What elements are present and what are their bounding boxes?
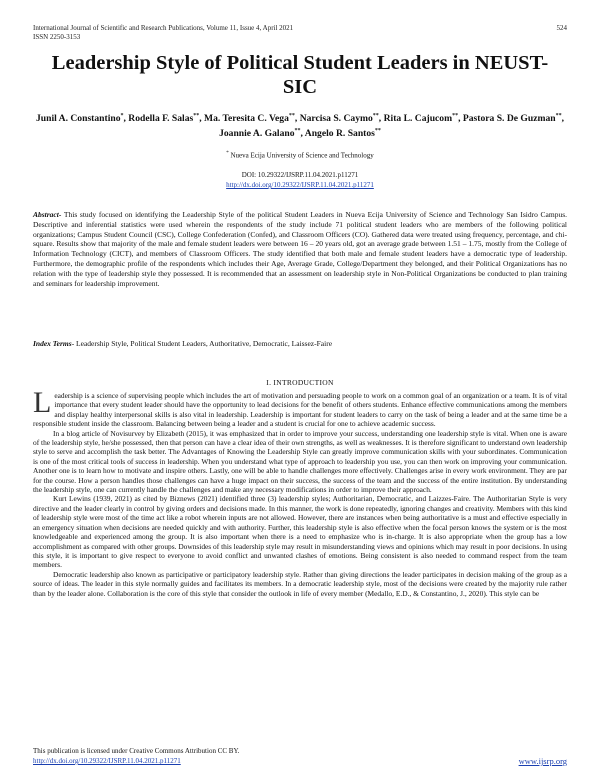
index-terms-label: Index Terms: [33, 339, 72, 348]
issn: ISSN 2250-3153: [33, 33, 81, 41]
footer-link[interactable]: http://dx.doi.org/10.29322/IJSRP.11.04.2021.p11271: [33, 757, 181, 765]
license-text: This publication is licensed under Creative Commons Attribution CC BY.: [33, 747, 240, 755]
abstract: [33, 210, 567, 288]
author: Angelo R. Santos**: [304, 128, 381, 140]
author: Junil A. Constantino*: [35, 113, 124, 125]
paragraph: Democratic leadership also known as participative or participatory leadership style. Rather than giving directions the leader participates in decision making of the group as a source of ideas. The leader in this style normally guides and facilitates its members. In a democratic leadership style, most of the decisions were created by the majority rule rather than by the leader alone. Collaboration is the core of this style that consider the outlook in life of every member (Medallo, E.D., & Constantino, J., 2020). This style can be: [33, 569, 567, 598]
paragraph: In a blog article of Novisurvey by Elizabeth (2015), it was emphasized that in order to improve your success, understanding one leadership style is vital. When one is aware of the leadership style, he/she possessed, then that person can have a clear idea of their own strengths, as well as weaknesses. It is therefore significant to understand own leadership style to serve and accomplish the task better. The Advantages of Knowing the Leadership Style can greatly improve communication skills with your subordinates. Communication is one of the most critical tools of success in leadership. When you understand what type of approach to leadership you use, you can then work on improving your communication. Another one is to learn how to motivate and inspire others. Lastly, one will be able to handle challenges more effectively. Challenges arise in every work environment. They are par for the course. How a person handles those challenges can have a huge impact on their success, the success of the team and the success of the entire institution. By understanding the leadership style, one can currently handle the challenges and make any necessary modifications in order to improve their approach.: [33, 428, 567, 495]
running-header: [33, 24, 293, 42]
author: Ma. Teresita C. Vega**: [204, 113, 295, 125]
index-terms-text: - Leadership Style, Political Student Leaders, Authoritative, Democratic, Laissez-Faire: [71, 339, 333, 348]
drop-cap: L: [33, 386, 52, 419]
author-list: Junil A. Constantino*, Rodella F. Salas**, Ma. Teresita C. Vega**, Narcisa S. Caymo**, Rita L. Cajucom**, Pastora S. De Guzman**, Joannie A. Galano**, Angelo R. Santos**: [35, 113, 565, 140]
footer: [33, 746, 239, 766]
abstract-text: This study focused on identifying the Leadership Style of the political Student Leaders in Nueva Ecija University of Science and Technology San Isidro Campus. Descriptive and inferential statistics were used wherein the respondents of the study include 71 political student leaders who are members of the following political organizations; Campus Student Council (CSC), College Confederation (Confed), and Classroom Officers (CO). Gathered data were treated using frequency, percentage, and chi-square. Results show that majority of the male and female student leaders were between 16 – 20 years old, got an average grade between 1.51 – 1.75, mostly from the College of Information Technology (CICT), and members of Classroom Officers. The study identified that both male and female student leaders have a democratic type of leadership. Furthermore, the demographic profile of the respondents which includes their Age, Average Grade, College/Department they belonged, and their Political Organizations has no relation with the type of leadership style they possessed. It is recommended that an assessment on leadership style in Non-Political Organizations be conducted to plan training and seminars for leadership improvement.: [33, 210, 567, 288]
introduction-body: [33, 386, 567, 598]
site-link[interactable]: www.ijsrp.org: [518, 756, 567, 766]
author: Rodella F. Salas**: [128, 113, 200, 125]
doi-block: [0, 170, 600, 190]
abstract-label: Abstract-: [33, 210, 62, 219]
section-heading: I. INTRODUCTION: [266, 378, 334, 387]
author: Pastora S. De Guzman**: [462, 113, 562, 125]
paragraph: Leadership is a science of supervising people which includes the art of motivation and persuading people to work on a common goal of an organization or a team. It is of vital importance that every student leader should have the opportunity to lead decisions for the benefit of others students. Enhance effective communications among the members and display healthy interpersonal skills is also vital in leadership. Leadership is important for student leaders to carry on the task of being a leader and at the same time be a responsible student inside the classroom. Balancing between being a leader and a student is crucial for one to achieve academic success.: [33, 386, 567, 429]
journal-name: International Journal of Scientific and Research Publications, Volume 11, Issue 4, April 2021: [33, 24, 294, 32]
paper-title: Leadership Style of Political Student Leaders in NEUST-SIC: [51, 52, 549, 98]
affiliation: * Nueva Ecija University of Science and Technology: [226, 151, 374, 160]
author: Narcisa S. Caymo**: [299, 113, 379, 125]
author: Rita L. Cajucom**: [383, 113, 459, 125]
paragraph: Kurt Lewins (1939, 2021) as cited by Biznews (2021) identified three (3) leadership styles; Authoritarian, Democratic, and Laizzes-Faire. The Authoritarian Style is very directive and the leader clearly in control by giving orders and decisions made. In this manner, the work is done repeatedly, ignoring changes and creativity. Members with this kind of leadership style were most of the time act like a robot wherein inputs are not allowed. However, there are instances when being authoritative is a must and effective especially in an emergency situation when decisions are needed quickly and with authority. Further, this leadership style is also effective when the focal person knows the system or is the most knowledgeable and experienced among the group. It is also important when there is a need to emphasize who is in-charge. It is also appropriate when the group has a low accomplishment as compared with other groups. Downsides of this leadership style may result in misunderstanding views and opinions which may result in poor decisions. In using this style, it is important to give respect to everyone to avoid conflict and unwanted clashes of emotions. Being consistent is also needed to command respect from the team members.: [33, 494, 567, 570]
doi-link[interactable]: http://dx.doi.org/10.29322/IJSRP.11.04.2021.p11271: [226, 181, 374, 189]
index-terms: [33, 339, 567, 349]
page-number: 524: [556, 24, 567, 32]
doi-text: DOI: 10.29322/IJSRP.11.04.2021.p11271: [241, 171, 359, 179]
author: Joannie A. Galano**: [219, 128, 301, 140]
